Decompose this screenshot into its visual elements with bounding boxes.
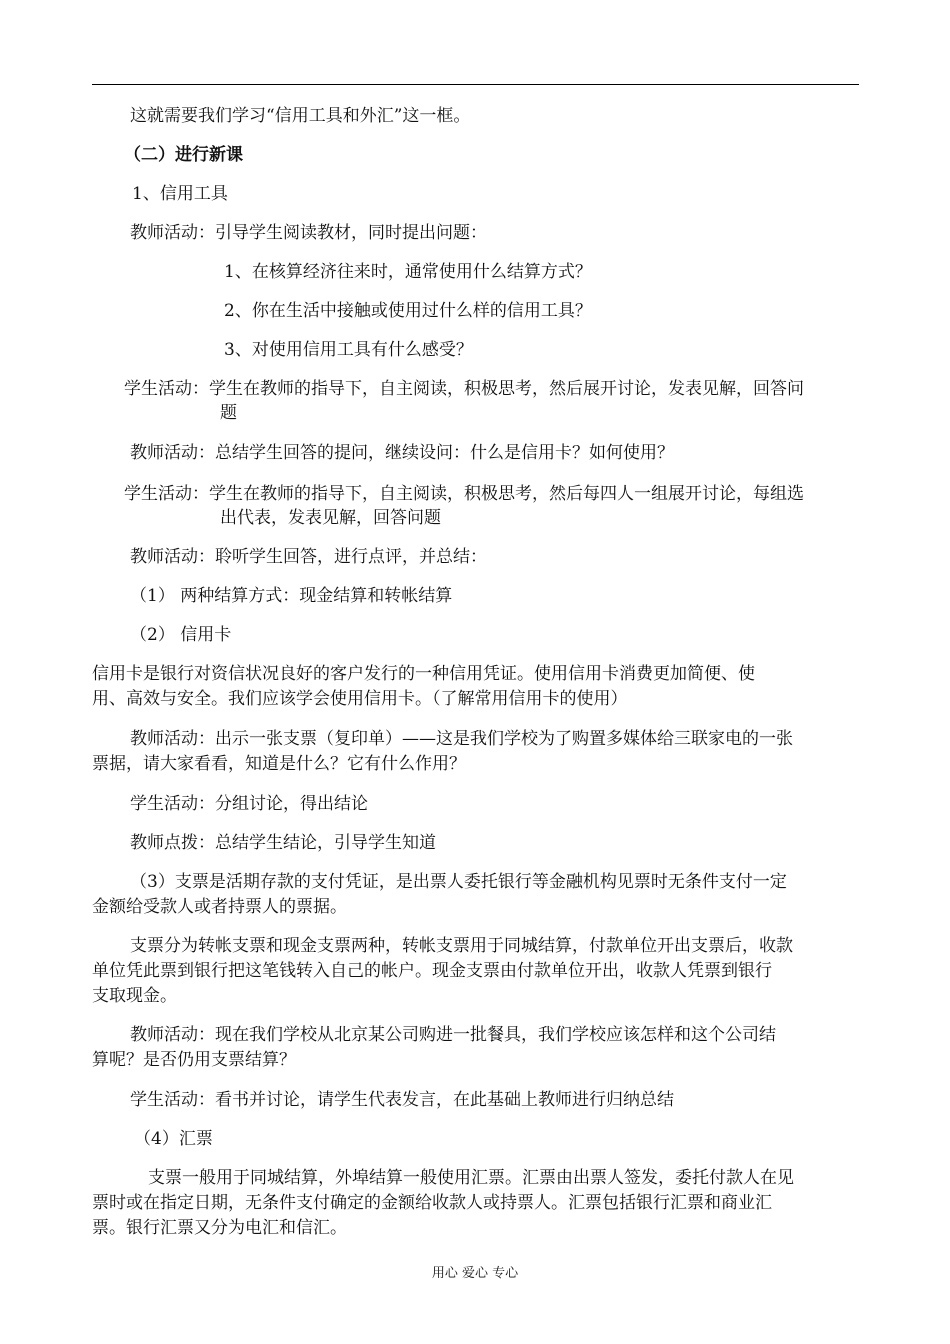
- credit-card-para-line1: 信用卡是银行对资信状况良好的客户发行的一种信用凭证。使用信用卡消费更加简便、使: [92, 664, 755, 684]
- point-1: （1） 两种结算方式：现金结算和转帐结算: [130, 586, 453, 606]
- point-4: （4）汇票: [134, 1129, 213, 1149]
- draft-para-line2: 票时或在指定日期，无条件支付确定的金额给收款人或持票人。汇票包括银行汇票和商业汇: [92, 1193, 772, 1213]
- subsection-heading: 1、信用工具: [132, 184, 228, 204]
- teacher-activity-3: 教师活动：聆听学生回答，进行点评，并总结：: [130, 547, 487, 567]
- check-types-line1: 支票分为转帐支票和现金支票两种，转帐支票用于同城结算，付款单位开出支票后，收款: [130, 936, 793, 956]
- page-footer: 用心 爱心 专心: [431, 1266, 519, 1281]
- question-1: 1、在核算经济往来时，通常使用什么结算方式？: [224, 262, 592, 282]
- credit-card-para-line2: 用、高效与安全。我们应该学会使用信用卡。（了解常用信用卡的使用）: [92, 689, 628, 709]
- check-para-line2: 金额给受款人或者持票人的票据。: [92, 897, 347, 917]
- student-activity-1-line1: 学生活动：学生在教师的指导下，自主阅读，积极思考，然后展开讨论，发表见解，回答问: [124, 379, 804, 399]
- question-2: 2、你在生活中接触或使用过什么样的信用工具？: [224, 301, 592, 321]
- section-heading: （二）进行新课: [124, 145, 243, 165]
- teacher-activity-5-line2: 算呢？是否仍用支票结算？: [92, 1050, 296, 1070]
- check-types-line3: 支取现金。: [92, 986, 177, 1006]
- student-activity-1-line2: 题: [220, 403, 237, 423]
- teacher-activity-5-line1: 教师活动：现在我们学校从北京某公司购进一批餐具，我们学校应该怎样和这个公司结: [130, 1025, 776, 1045]
- draft-para-line1: 支票一般用于同城结算，外埠结算一般使用汇票。汇票由出票人签发，委托付款人在见: [148, 1168, 794, 1188]
- student-activity-2-line1: 学生活动：学生在教师的指导下，自主阅读，积极思考，然后每四人一组展开讨论，每组选: [124, 484, 804, 504]
- question-3: 3、对使用信用工具有什么感受？: [224, 340, 473, 360]
- header-rule: [92, 84, 859, 85]
- point-2: （2） 信用卡: [130, 625, 232, 645]
- teacher-activity-2: 教师活动：总结学生回答的提问，继续设问：什么是信用卡？如何使用？: [130, 443, 674, 463]
- draft-para-line3: 票。银行汇票又分为电汇和信汇。: [92, 1218, 347, 1238]
- paragraph-intro: 这就需要我们学习“信用工具和外汇”这一框。: [130, 106, 471, 126]
- teacher-activity-1: 教师活动：引导学生阅读教材，同时提出问题：: [130, 223, 487, 243]
- student-activity-2-line2: 出代表，发表见解，回答问题: [220, 508, 441, 528]
- student-activity-3: 学生活动：分组讨论，得出结论: [130, 794, 368, 814]
- teacher-activity-4-line1: 教师活动：出示一张支票（复印单）——这是我们学校为了购置多媒体给三联家电的一张: [130, 729, 793, 749]
- teacher-activity-4-line2: 票据，请大家看看，知道是什么？它有什么作用？: [92, 754, 466, 774]
- check-para-line1: （3）支票是活期存款的支付凭证，是出票人委托银行等金融机构见票时无条件支付一定: [130, 872, 787, 892]
- check-types-line2: 单位凭此票到银行把这笔钱转入自己的帐户。现金支票由付款单位开出，收款人凭票到银行: [92, 961, 772, 981]
- student-activity-4: 学生活动：看书并讨论，请学生代表发言，在此基础上教师进行归纳总结: [130, 1090, 674, 1110]
- teacher-guidance: 教师点拨：总结学生结论，引导学生知道: [130, 833, 436, 853]
